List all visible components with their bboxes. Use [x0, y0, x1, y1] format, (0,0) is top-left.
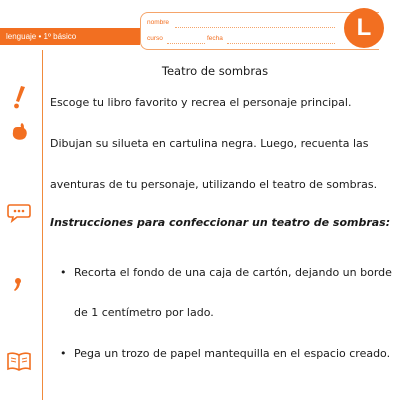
bullet-1-line-2: de 1 centímetro por lado. — [74, 306, 214, 319]
bullet-marker-1: • — [60, 266, 67, 279]
bullet-2-line-1: Pega un trozo de papel mantequilla en el espacio creado. — [74, 347, 391, 360]
bullet-marker-2: • — [60, 347, 67, 360]
subject-badge: L — [344, 8, 384, 48]
header-separator: • — [38, 32, 42, 41]
paragraph-line-2: Dibujan su silueta en cartulina negra. Luego, recuenta las — [50, 137, 369, 150]
course-field[interactable] — [167, 43, 205, 44]
course-label: curso — [147, 35, 163, 42]
margin-icons — [0, 50, 42, 400]
bullet-1-line-1: Recorta el fondo de una caja de cartón, dejando un borde — [74, 266, 392, 279]
header-subject-grade — [6, 28, 76, 45]
hand-pointer-icon — [6, 118, 32, 144]
instructions-heading: Instrucciones para confeccionar un teatro de sombras: — [50, 216, 391, 229]
open-book-icon — [6, 348, 32, 374]
comma-icon — [6, 272, 32, 298]
exclamation-icon — [6, 84, 32, 110]
paragraph-line-3: aventuras de tu personaje, utilizando el teatro de sombras. — [50, 178, 378, 191]
grade-label: 1º básico — [43, 32, 77, 41]
margin-line — [42, 50, 43, 400]
date-field[interactable] — [227, 43, 335, 44]
name-label: nombre — [147, 19, 170, 26]
date-label: fecha — [207, 35, 223, 42]
speech-bubble-icon — [6, 200, 32, 226]
paragraph-line-1: Escoge tu libro favorito y recrea el personaje principal. — [50, 96, 352, 109]
name-field[interactable] — [175, 27, 335, 28]
subject-label: lenguaje — [6, 32, 37, 41]
student-info-box — [140, 12, 379, 50]
page-title: Teatro de sombras — [161, 64, 269, 78]
